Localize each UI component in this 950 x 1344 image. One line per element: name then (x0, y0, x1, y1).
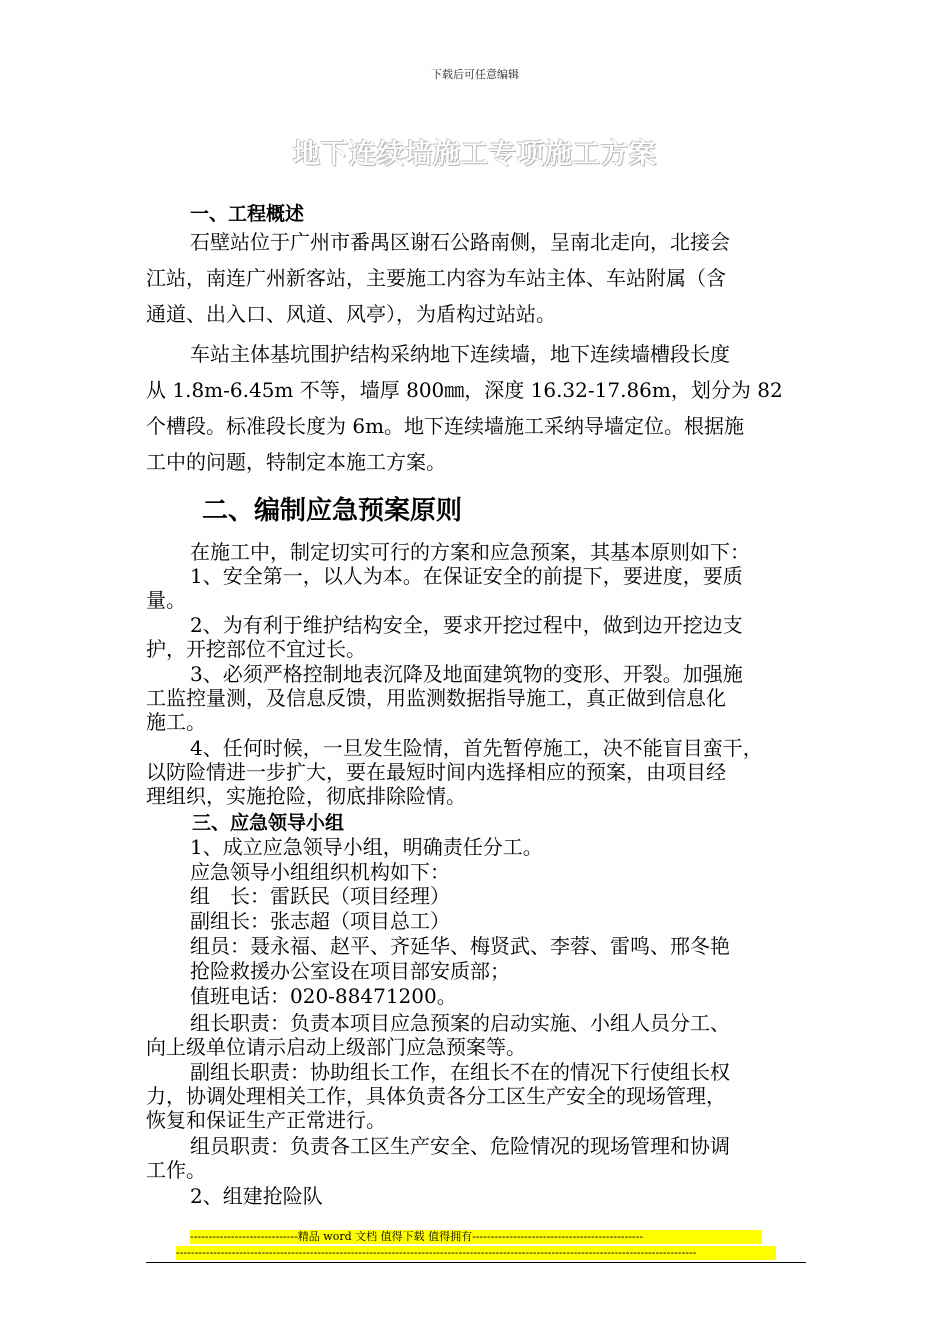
section-2-heading: 二、编制应急预案原则 (202, 496, 463, 526)
duty-phone-line: 值班电话：020-88471200。 (190, 984, 457, 1008)
duty-line: 组长职责：负责本项目应急预案的启动实施、小组人员分工、 (190, 1011, 730, 1035)
paragraph-line: 从 1.8m-6.45m 不等，墙厚 800㎜，深度 16.32-17.86m，划分为 82 (146, 378, 783, 402)
duty-line: 力，协调处理相关工作，具体负责各分工区生产安全的现场管理， (146, 1084, 726, 1108)
list-item-line: 3、必须严格控制地表沉降及地面建筑物的变形、开裂。加强施 (190, 662, 743, 686)
paragraph-line: 1、成立应急领导小组，明确责任分工。 (190, 835, 543, 859)
header-note: 下载后可任意编辑 (431, 68, 519, 81)
list-item-line: 1、安全第一，以人为本。在保证安全的前提下，要进度，要质 (190, 564, 743, 588)
leader-line: 组 长：雷跃民（项目经理） (190, 884, 450, 908)
paragraph-line: 车站主体基坑围护结构采纳地下连续墙，地下连续墙槽段长度 (190, 342, 730, 366)
list-item-line: 理组织，实施抢险，彻底排除险情。 (146, 784, 466, 808)
paragraph-line: 2、组建抢险队 (190, 1184, 323, 1208)
footer-dashes: -------------------------------------------------------------------------------------------------------------------------------------------- (176, 1246, 776, 1260)
section-1-heading: 一、工程概述 (190, 203, 305, 225)
paragraph-line: 江站，南连广州新客站，主要施工内容为车站主体、车站附属（含 (146, 266, 726, 290)
list-item-line: 施工。 (146, 710, 206, 734)
list-item-line: 护，开挖部位不宜过长。 (146, 637, 366, 661)
duty-line: 工作。 (146, 1158, 206, 1182)
paragraph-line: 在施工中，制定切实可行的方案和应急预案，其基本原则如下： (190, 540, 750, 564)
duty-line: 副组长职责：协助组长工作，在组长不在的情况下行使组长权 (190, 1060, 730, 1084)
deputy-leader-line: 副组长：张志超（项目总工） (190, 909, 450, 933)
list-item-line: 工监控量测，及信息反馈，用监测数据指导施工，真正做到信息化 (146, 686, 726, 710)
list-item-line: 2、为有利于维护结构安全，要求开挖过程中，做到边开挖边支 (190, 613, 743, 637)
paragraph-line: 应急领导小组组织机构如下： (190, 860, 450, 884)
duty-line: 组员职责：负责各工区生产安全、危险情况的现场管理和协调 (190, 1134, 730, 1158)
duty-line: 恢复和保证生产正常进行。 (146, 1108, 386, 1132)
paragraph-line: 石壁站位于广州市番禺区谢石公路南侧，呈南北走向，北接会 (190, 230, 730, 254)
paragraph-line: 工中的问题，特制定本施工方案。 (146, 450, 446, 474)
list-item-line: 以防险情进一步扩大，要在最短时间内选择相应的预案，由项目经 (146, 760, 726, 784)
footer-rule (146, 1262, 806, 1263)
office-line: 抢险救援办公室设在项目部安质部； (190, 959, 510, 983)
section-3-heading: 三、应急领导小组 (192, 812, 345, 834)
members-line: 组员：聂永福、赵平、齐延华、梅贤武、李蓉、雷鸣、邢冬艳 (190, 934, 730, 958)
footer-banner: -----------------------------精品 word 文档 值得下载 值得拥有---------------------------------------------- (190, 1230, 762, 1244)
paragraph-line: 个槽段。标准段长度为 6m。地下连续墙施工采纳导墙定位。根据施 (146, 414, 745, 438)
document-title: 地下连续墙施工专项施工方案 (293, 139, 657, 170)
duty-line: 向上级单位请示启动上级部门应急预案等。 (146, 1035, 526, 1059)
list-item-line: 量。 (146, 588, 186, 612)
list-item-line: 4、任何时候，一旦发生险情，首先暂停施工，决不能盲目蛮干， (190, 736, 763, 760)
paragraph-line: 通道、出入口、风道、风亭），为盾构过站站。 (146, 302, 556, 326)
